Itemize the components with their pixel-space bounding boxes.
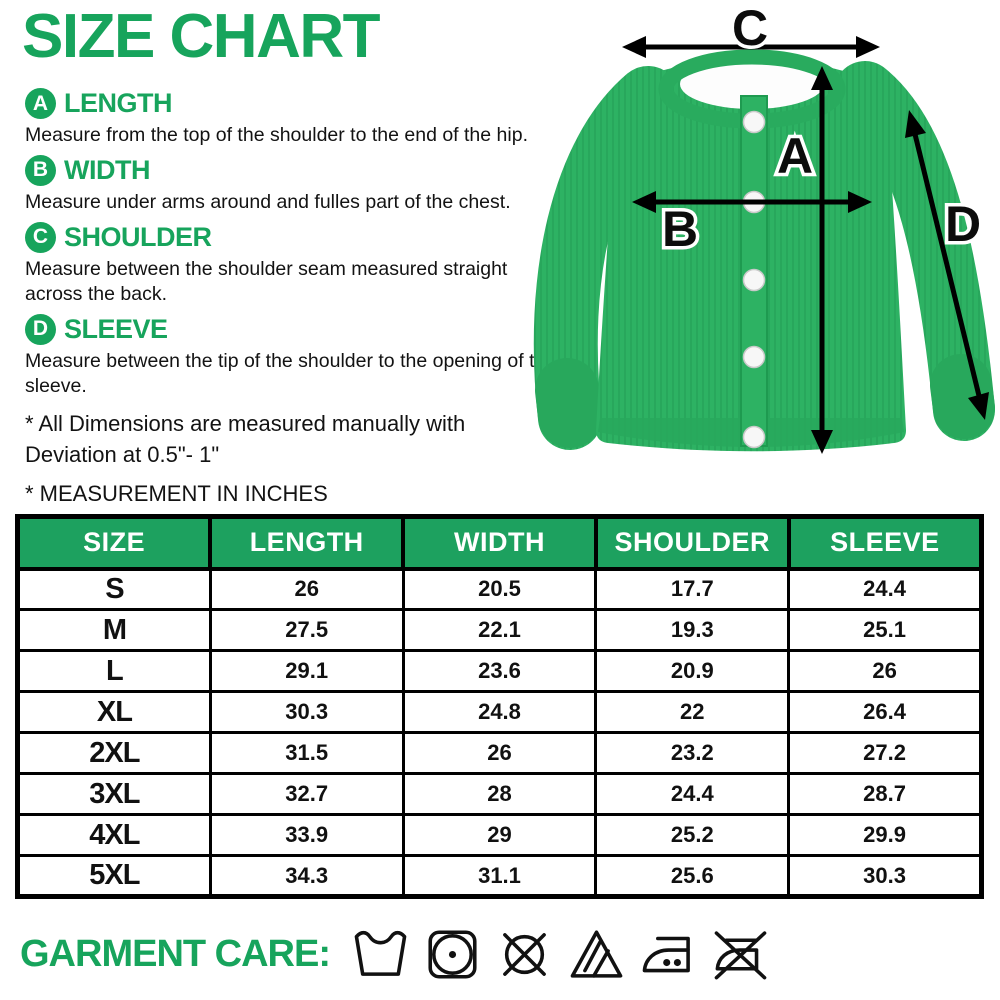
note-deviation: * All Dimensions are measured manually with Deviation at 0.5"- 1" [25,410,466,467]
value-cell: 26 [403,733,596,774]
measurement-description-sleeve: Measure between the tip of the shoulder to the opening of the sleeve. [25,349,557,397]
size-table [15,514,984,899]
tumble-dry-icon [424,926,481,983]
value-cell: 22 [596,692,789,733]
measurement-name-width: WIDTH [64,154,150,185]
size-cell: S [18,569,211,610]
cardigan-diagram [520,0,1000,470]
value-cell: 25.6 [596,856,789,897]
dimension-label-c: C [731,0,769,56]
measurement-description-shoulder: Measure between the shoulder seam measured straight across the back. [25,257,508,305]
value-cell: 30.3 [789,856,982,897]
column-header-width: WIDTH [403,517,596,569]
value-cell: 27.5 [210,610,403,651]
table-row [18,692,982,733]
table-row [18,610,982,651]
value-cell: 29.1 [210,651,403,692]
value-cell: 26 [789,651,982,692]
column-header-size: SIZE [18,517,211,569]
size-cell: 3XL [18,774,211,815]
value-cell: 17.7 [596,569,789,610]
size-cell: L [18,651,211,692]
value-cell: 34.3 [210,856,403,897]
value-cell: 22.1 [403,610,596,651]
value-cell: 31.1 [403,856,596,897]
machine-wash-icon [352,926,409,983]
measurement-name-sleeve: SLEEVE [64,313,168,344]
value-cell: 20.9 [596,651,789,692]
table-row [18,856,982,897]
table-row [18,651,982,692]
size-cell: 2XL [18,733,211,774]
value-cell: 27.2 [789,733,982,774]
value-cell: 29 [403,815,596,856]
value-cell: 26.4 [789,692,982,733]
dimension-label-a: A [776,128,814,184]
table-row [18,774,982,815]
page-title: SIZE CHART [22,2,379,71]
column-header-sleeve: SLEEVE [789,517,982,569]
size-cell: XL [18,692,211,733]
value-cell: 19.3 [596,610,789,651]
size-table-body [18,569,982,897]
value-cell: 23.2 [596,733,789,774]
measurement-description-width: Measure under arms around and fulles part of the chest. [25,190,511,213]
garment-care-icons [352,926,769,983]
iron-two-dots-icon [640,926,697,983]
letter-badge-b: B [25,155,56,186]
value-cell: 26 [210,569,403,610]
dimension-label-b: B [661,201,699,257]
value-cell: 24.8 [403,692,596,733]
value-cell: 28.7 [789,774,982,815]
value-cell: 30.3 [210,692,403,733]
size-cell: 4XL [18,815,211,856]
letter-badge-a: A [25,88,56,119]
do-not-dry-clean-icon [496,926,553,983]
non-chlorine-bleach-icon [568,926,625,983]
measurement-name-shoulder: SHOULDER [64,221,212,252]
value-cell: 32.7 [210,774,403,815]
value-cell: 24.4 [596,774,789,815]
value-cell: 28 [403,774,596,815]
size-cell: 5XL [18,856,211,897]
table-row [18,569,982,610]
value-cell: 31.5 [210,733,403,774]
column-header-length: LENGTH [210,517,403,569]
left-cuff [567,390,570,416]
measurement-description-length: Measure from the top of the shoulder to the end of the hip. [25,124,528,146]
value-cell: 29.9 [789,815,982,856]
value-cell: 23.6 [403,651,596,692]
do-not-iron-icon [712,926,769,983]
value-cell: 24.4 [789,569,982,610]
table-row [18,815,982,856]
letter-badge-d: D [25,314,56,345]
garment-care-label: GARMENT CARE: [20,933,330,975]
value-cell: 33.9 [210,815,403,856]
value-cell: 25.2 [596,815,789,856]
column-header-shoulder: SHOULDER [596,517,789,569]
measurement-name-length: LENGTH [64,88,172,118]
size-cell: M [18,610,211,651]
size-table-header [18,517,982,569]
letter-badge-c: C [25,222,56,253]
dimension-label-d: D [944,196,982,252]
right-cuff [961,385,964,408]
table-row [18,733,982,774]
note-units: * MEASUREMENT IN INCHES [25,481,328,507]
garment-care-section [20,926,769,983]
value-cell: 25.1 [789,610,982,651]
value-cell: 20.5 [403,569,596,610]
